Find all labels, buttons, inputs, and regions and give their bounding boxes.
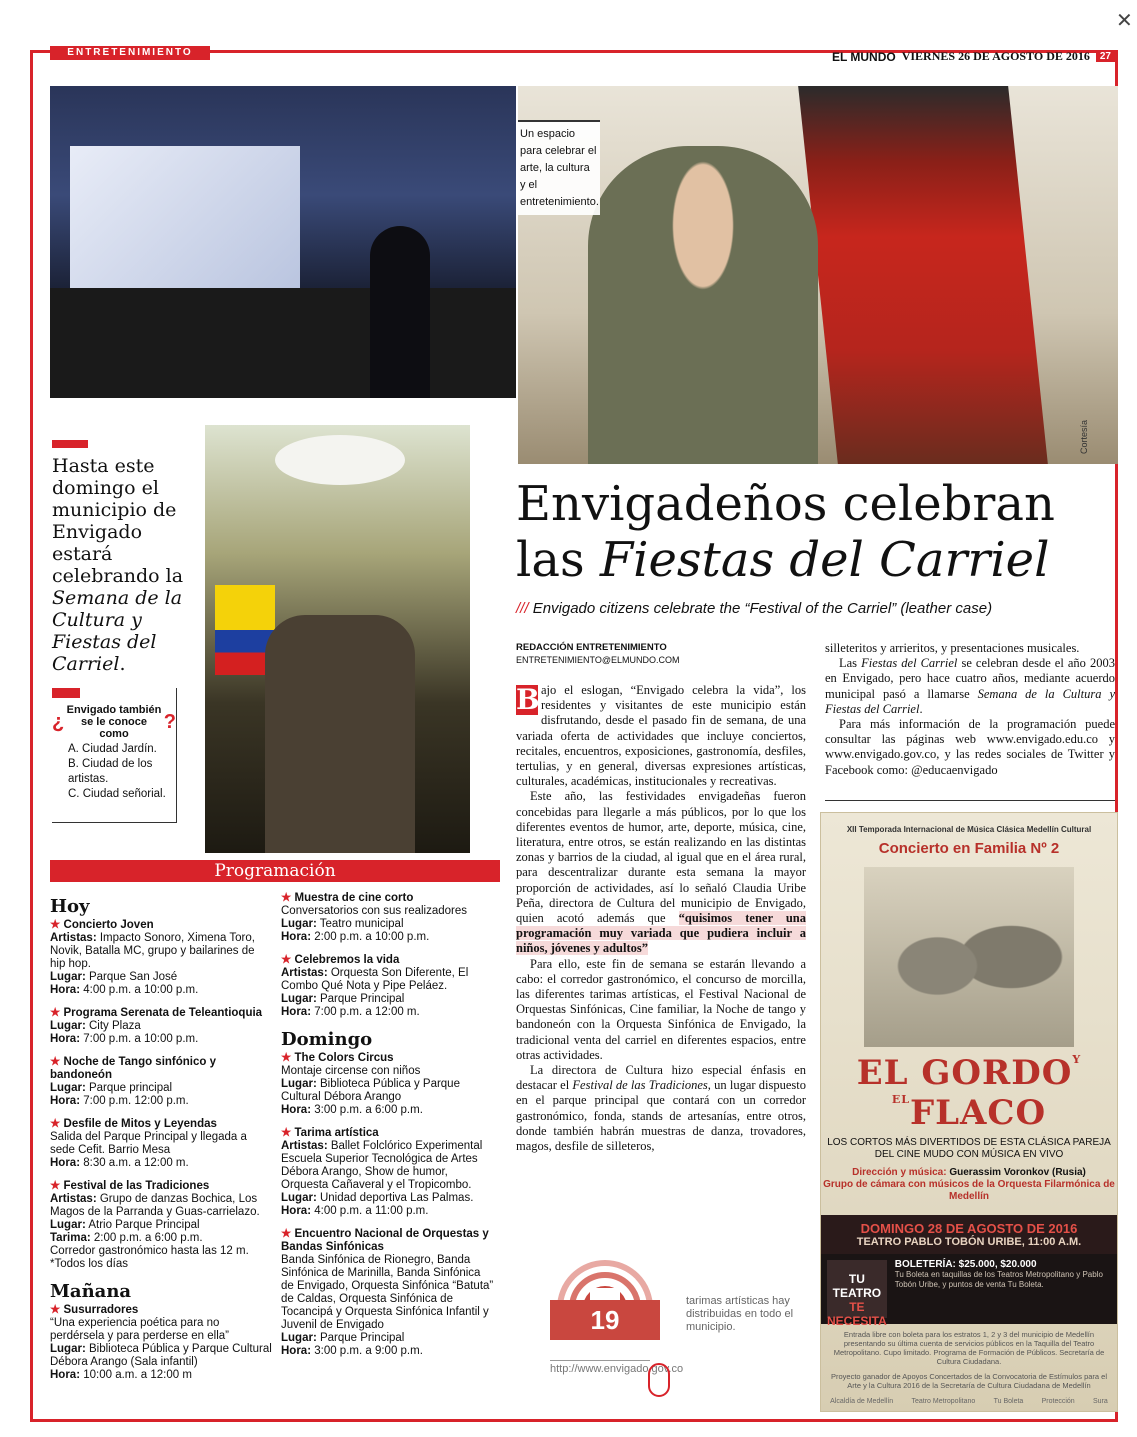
event-key: Lugar:: [50, 971, 86, 983]
body-text: ajo el eslogan, “Envigado celebra la vida”, los residentes y visitantes de este municipio están disfrutando, desde el pasado fin de semana, de una variada oferta de actividades que incluye conciertos, recitales, encuentros, exposiciones, gastronomía, desfiles, tertulias, y en general, diversas expresiones artísticas, culturales, académicas, institucionales y recreativas.: [516, 683, 806, 789]
event-key: Hora:: [50, 1369, 81, 1381]
body-italic: Festival de las Tradiciones: [572, 1078, 708, 1093]
event-key: Artistas:: [50, 932, 97, 944]
body-text: .: [919, 701, 923, 716]
quiz-option: C. Ciudad señorial.: [68, 788, 166, 800]
event-title-text: Noche de Tango sinfónico y bandoneón: [50, 1056, 217, 1081]
lead-italic: Semana de la Cultura y Fiestas del Carriel: [52, 587, 183, 675]
event-title-text: Festival de las Tradiciones: [63, 1180, 210, 1192]
quiz-box: [52, 688, 177, 823]
section-tab: ENTRETENIMIENTO: [50, 46, 210, 60]
body-text: se celebran desde el año 2003 en Envigado, pero hace cuatro años, mediante acuerdo municipal pasó a llamarse: [825, 656, 1115, 701]
quiz-options: [68, 742, 176, 802]
event-value: Montaje circense con niños: [281, 1065, 421, 1077]
star-icon: ★: [50, 1180, 64, 1192]
event-value: *Todos los días: [50, 1258, 128, 1270]
lead-before: Hasta este domingo el municipio de Envigado estará celebrando la: [52, 455, 184, 587]
event-title: [281, 1127, 496, 1140]
ad-price-info: Tu Boleta en taquillas de los Teatros Metropolitano y Pablo Tobón Uribe, y puntos de venta Tu Boleta.: [894, 1270, 1103, 1289]
film-name-a: EL GORDO: [856, 1053, 1073, 1093]
ad-date-block: [821, 1215, 1117, 1254]
event-value: Banda Sinfónica de Rionegro, Banda Sinfónica de Marinilla, Banda Sinfónica de Envigado, Orquesta Sinfónica “Batuta” de Caldas, Orquesta Sinfónica de Tocancipá y Orquesta Sinfónica Infantil y Juvenil de Envigado: [281, 1254, 494, 1331]
event-value: “Una experiencia poética para no perdérsela y para perderse en ella”: [50, 1317, 229, 1342]
painting-canvas: [798, 86, 1048, 464]
event-title-text: Muestra de cine corto: [294, 892, 414, 904]
star-icon: ★: [50, 1007, 64, 1019]
event-key: Lugar:: [50, 1082, 86, 1094]
ad-venue: TEATRO PABLO TOBÓN URIBE, 11:00 A.M.: [856, 1236, 1082, 1248]
quiz-question: [52, 704, 176, 740]
event-value: 2:00 p.m. a 6:00 p.m.: [90, 1232, 203, 1244]
event-value: Parque Principal: [316, 1332, 405, 1344]
headline-plain: las: [516, 532, 600, 588]
masthead-brand: EL MUNDO: [831, 49, 896, 64]
event-title-text: Susurradores: [63, 1304, 139, 1316]
star-icon: ★: [50, 1118, 64, 1130]
event-key: Lugar:: [281, 1192, 317, 1204]
masthead-date: VIERNES 26 DE AGOSTO DE 2016: [901, 49, 1090, 63]
lead-text: [52, 455, 202, 675]
subhead-text: Envigado citizens celebrate the “Festival of the Carriel” (leather case): [532, 600, 993, 617]
event-item: [50, 1180, 272, 1271]
event-value: Teatro municipal: [316, 918, 404, 930]
event-value: Unidad deportiva Las Palmas.: [316, 1192, 474, 1204]
quiz-option: A. Ciudad Jardín.: [68, 743, 157, 755]
lead-after: .: [119, 653, 126, 675]
body-italic: Fiestas del Carriel: [861, 656, 958, 671]
ad-film-title: [821, 1053, 1117, 1133]
star-icon: ★: [50, 1056, 64, 1068]
headline-line1: Envigadeños celebran: [516, 476, 1055, 532]
event-value: Biblioteca Pública y Parque Cultural Débora Arango (Sala infantil): [50, 1343, 272, 1368]
event-value: Parque principal: [85, 1082, 173, 1094]
subhead: [516, 600, 992, 617]
event-title-text: The Colors Circus: [294, 1052, 394, 1064]
day-heading: Domingo: [281, 1029, 373, 1050]
event-key: Lugar:: [50, 1020, 86, 1032]
concert-ad: [820, 812, 1118, 1412]
event-title-text: Encuentro Nacional de Orquestas y Bandas Sinfónicas: [281, 1228, 489, 1253]
event-value: 3:00 p.m. a 9:00 p.m.: [311, 1345, 423, 1357]
mule-figure: [265, 615, 415, 853]
event-value: Parque Principal: [316, 993, 405, 1005]
film-connector: Y EL: [891, 1053, 1082, 1106]
event-value: 7:00 p.m. a 10:00 p.m.: [80, 1033, 199, 1045]
question-close-icon: ?: [163, 710, 176, 733]
body-text: La directora de Cultura hizo especial énfasis en destacar el: [516, 1063, 806, 1093]
ad-fine-print: Entrada libre con boleta para los estratos 1, 2 y 3 del municipio de Medellín presentando su última cuenta de servicios públicos en la Taquilla del Teatro Metropolitano. Cupo limitado. Programa de Formación de Públicos. Secretaría de Cultura Ciudadana.: [833, 1330, 1105, 1366]
quiz-question-text: Envigado también se le conoce como: [66, 704, 162, 740]
lead-marker: [52, 440, 88, 448]
body-paragraph: Para más información de la programación puede consultar las páginas web www.envigado.edu.co y www.envigado.gov.co, y las redes sociales de Twitter y Facebook como: @educaenvigado: [825, 717, 1115, 777]
body-italic: Semana de la Cultura y Fiestas del Carriel: [825, 686, 1115, 716]
event-key: Artistas:: [50, 1193, 97, 1205]
event-title: [281, 892, 496, 905]
byline: [516, 641, 679, 666]
sponsor-logo: Protección: [1041, 1398, 1075, 1405]
event-key: Lugar:: [50, 1343, 86, 1355]
hat-shape: [275, 435, 405, 485]
event-value: 7:00 p.m. a 12:00 m.: [311, 1006, 420, 1018]
body-text: Las: [839, 656, 862, 671]
body-column-1: [516, 683, 806, 1154]
body-paragraph: [825, 656, 1115, 717]
sponsor-logo: Alcaldía de Medellín: [830, 1398, 894, 1405]
event-value: 7:00 p.m. 12:00 p.m.: [80, 1095, 189, 1107]
dir-label: Dirección y música:: [852, 1167, 947, 1178]
headline-line2: [516, 532, 1116, 588]
event-key: Lugar:: [281, 1078, 317, 1090]
star-icon: ★: [281, 954, 295, 966]
event-title-text: Programa Serenata de Teleantioquia: [63, 1007, 263, 1019]
event-value: Corredor gastronómico hasta las 12 m.: [50, 1245, 249, 1257]
question-open-icon: ¿: [52, 710, 65, 733]
star-icon: ★: [281, 892, 295, 904]
event-key: Hora:: [50, 1095, 81, 1107]
dir-name: Guerassim Voronkov (Rusia): [949, 1167, 1086, 1178]
event-item: [281, 892, 496, 944]
ad-direction: [821, 1167, 1117, 1203]
event-item: [281, 1127, 496, 1218]
painter-photo: [518, 86, 1118, 464]
stage-count-text: tarimas artísticas hay distribuidas en todo el municipio.: [686, 1295, 794, 1333]
event-value: Biblioteca Pública y Parque Cultural Débora Arango: [281, 1078, 460, 1103]
body-paragraph: [516, 683, 806, 789]
mouse-icon: [648, 1363, 670, 1397]
ad-description: LOS CORTOS MÁS DIVERTIDOS DE ESTA CLÁSICA PAREJA DEL CINE MUDO CON MÚSICA EN VIVO: [827, 1137, 1111, 1160]
day-heading: Mañana: [50, 1281, 132, 1302]
star-icon: ★: [50, 1304, 64, 1316]
quiz-tag: [52, 688, 80, 698]
event-value: Impacto Sonoro, Ximena Toro, Novik, Batalla MC, grupo y bailarines de hip hop.: [50, 932, 255, 970]
event-item: [50, 919, 272, 997]
stage-floor: [50, 288, 516, 398]
event-title: [50, 1056, 272, 1082]
event-key: Hora:: [281, 931, 312, 943]
event-item: [50, 1304, 272, 1382]
event-title-text: Desfile de Mitos y Leyendas: [63, 1118, 217, 1130]
event-value: City Plaza: [85, 1020, 141, 1032]
event-title: [50, 1304, 272, 1317]
body-paragraph: [516, 1063, 806, 1154]
event-value: Atrio Parque Principal: [85, 1219, 200, 1231]
event-value: Grupo de danzas Bochica, Los Magos de la Parranda y Guas-carrielazo.: [50, 1193, 260, 1218]
sponsor-logo: Teatro Metropolitano: [911, 1398, 976, 1405]
body-paragraph: Para ello, este fin de semana se estarán llevando a cabo: el corredor gastronómico, el concurso de morcilla, las diferentes tarimas artísticas, el Festival Nacional de Orquestas Sinfónicas, Cine familiar, la Noche de tango y bandoneón con la Orquesta Sinfónica de Envigado, la tradicional venta del carriel en diferentes espacios, entre otras actividades.: [516, 956, 806, 1062]
event-key: Hora:: [281, 1345, 312, 1357]
event-value: 8:30 a.m. a 12:00 m.: [80, 1157, 189, 1169]
page-number: 27: [1096, 51, 1115, 62]
event-value: 4:00 p.m. a 11:00 p.m.: [311, 1205, 429, 1217]
event-key: Hora:: [281, 1205, 312, 1217]
event-title: [50, 1007, 272, 1020]
painter-figure: [588, 146, 818, 464]
programacion-column-1: [50, 892, 272, 1392]
event-title: [281, 954, 496, 967]
ad-ticket-info: [895, 1260, 1111, 1318]
event-item: [281, 1228, 496, 1358]
event-key: Artistas:: [281, 1140, 328, 1152]
masthead: [832, 49, 1115, 64]
event-key: Artistas:: [281, 967, 328, 979]
event-value: Salida del Parque Principal y llegada a sede Cefit. Barrio Mesa: [50, 1131, 247, 1156]
body-paragraph: silleteritos y arrieritos, y presentaciones musicales.: [825, 641, 1080, 655]
event-key: Hora:: [50, 1033, 81, 1045]
event-key: Lugar:: [281, 918, 317, 930]
event-title: [281, 1052, 496, 1065]
event-key: Hora:: [281, 1104, 312, 1116]
film-name-b: FLACO: [910, 1093, 1047, 1133]
event-value: 3:00 p.m. a 6:00 p.m.: [311, 1104, 423, 1116]
star-icon: ★: [281, 1127, 295, 1139]
event-title-text: Tarima artística: [294, 1127, 379, 1139]
body-text: Este año, las festividades envigadeñas fueron concebidas para llegarle a más públicos, por lo que los diferentes eventos de humor, arte, deporte, música, cine, literatura, entre otros, se están realizando en las distintas zonas y barrios de la ciudad, al igual que en el área rural, para descentralizar durante esta semana la mayor proporción de actividades, así lo señaló Claudia Uribe Peña, directora de Cultura del municipio de Envigado, quien acotó además que: [516, 789, 806, 926]
highlight-quote: “quisimos tener una programación muy variada que pudiera incluir a niños, jóvenes y adultos”: [516, 911, 806, 956]
ad-logo: [827, 1260, 887, 1328]
star-icon: ★: [281, 1052, 295, 1064]
day-heading: Hoy: [50, 896, 90, 917]
logo-line1: TU TEATRO: [832, 1272, 882, 1300]
parade-photo: [205, 425, 470, 853]
event-value: Orquesta Son Diferente, El Combo Qué Nota y Pipe Peláez.: [281, 967, 469, 992]
event-value: 4:00 p.m. a 10:00 p.m.: [80, 984, 199, 996]
stage-count: 19: [550, 1300, 660, 1340]
event-key: Tarima:: [50, 1232, 91, 1244]
event-key: Lugar:: [281, 1332, 317, 1344]
headline: [516, 476, 1116, 588]
star-icon: ★: [281, 1228, 295, 1240]
event-item: [50, 1118, 272, 1170]
event-key: Lugar:: [50, 1219, 86, 1231]
website-link[interactable]: http://www.envigado.gov.co: [550, 1360, 650, 1376]
body-paragraph: [516, 789, 806, 956]
event-title: [50, 919, 272, 932]
event-title-text: Celebremos la vida: [294, 954, 400, 966]
body-text: , un lugar dispuesto en el parque principal que contará con un corredor gastronómico, fonda, stands de artesanías, entre otros, donde también habrán muestras de danza, trovadores, magos, desfile de silleteros,: [516, 1078, 806, 1154]
programacion-header: Programación: [50, 860, 500, 882]
event-item: [50, 1056, 272, 1108]
ad-photo: [864, 867, 1074, 1047]
event-value: Ballet Folclórico Experimental Escuela Superior Tecnológica de Artes Débora Arango, Show de humor, Orquesta Cañaveral y el Tropicombo.: [281, 1140, 483, 1191]
corner-mark-icon: ✕: [1116, 10, 1133, 32]
ad-footer: Proyecto ganador de Apoyos Concertados de la Convocatoria de Estímulos para el Arte y la Cultura 2016 de la Secretaría de Cultura Ciudadana de Medellín: [831, 1372, 1107, 1390]
stage-screen: [70, 146, 300, 296]
photo-credit: Cortesía: [1079, 420, 1089, 455]
performer-figure: [370, 226, 430, 398]
divider: [825, 800, 1115, 801]
event-title: [50, 1118, 272, 1131]
sponsor-logo: Sura: [1092, 1398, 1108, 1405]
event-title: [50, 1180, 272, 1193]
body-column-2: [825, 641, 1115, 778]
programacion-column-2: [281, 892, 496, 1368]
ad-season: XII Temporada Internacional de Música Clásica Medellín Cultural: [846, 825, 1092, 834]
photo-caption: Un espacio para celebrar el arte, la cultura y el entretenimiento.: [518, 120, 600, 215]
event-title: [281, 1228, 496, 1254]
concert-photo: [50, 86, 516, 398]
event-key: Lugar:: [281, 993, 317, 1005]
ad-title: Concierto en Familia Nº 2: [878, 840, 1060, 857]
sponsor-logo: Tu Boleta: [993, 1398, 1024, 1405]
headline-italic: Fiestas del Carriel: [599, 532, 1050, 588]
event-value: Conversatorios con sus realizadores: [281, 905, 468, 917]
ad-ticket-block: [821, 1254, 1117, 1328]
event-item: [281, 954, 496, 1019]
event-item: [281, 1052, 496, 1117]
quiz-option: B. Ciudad de los artistas.: [68, 758, 153, 785]
event-key: Hora:: [50, 984, 81, 996]
event-key: Hora:: [281, 1006, 312, 1018]
event-item: [50, 1007, 272, 1046]
event-value: 2:00 p.m. a 10:00 p.m.: [311, 931, 430, 943]
event-title-text: Concierto Joven: [63, 919, 154, 931]
dropcap: B: [516, 683, 540, 716]
event-key: Hora:: [50, 1157, 81, 1169]
ad-date: DOMINGO 28 DE AGOSTO DE 2016: [860, 1221, 1078, 1236]
ad-sponsor-logos: [821, 1398, 1117, 1405]
subhead-slashes: ///: [516, 600, 529, 617]
byline-author: REDACCIÓN ENTRETENIMIENTO: [516, 642, 667, 653]
event-value: 10:00 a.m. a 12:00 m: [80, 1369, 192, 1381]
logo-line2: TE NECESITA: [827, 1300, 887, 1328]
dir-group: Grupo de cámara con músicos de la Orquesta Filarmónica de Medellín: [823, 1179, 1115, 1202]
event-value: Parque San José: [85, 971, 178, 983]
byline-email: ENTRETENIMIENTO@ELMUNDO.COM: [516, 655, 680, 665]
star-icon: ★: [50, 919, 64, 931]
ad-price: BOLETERÍA: $25.000, $20.000: [894, 1259, 1037, 1270]
